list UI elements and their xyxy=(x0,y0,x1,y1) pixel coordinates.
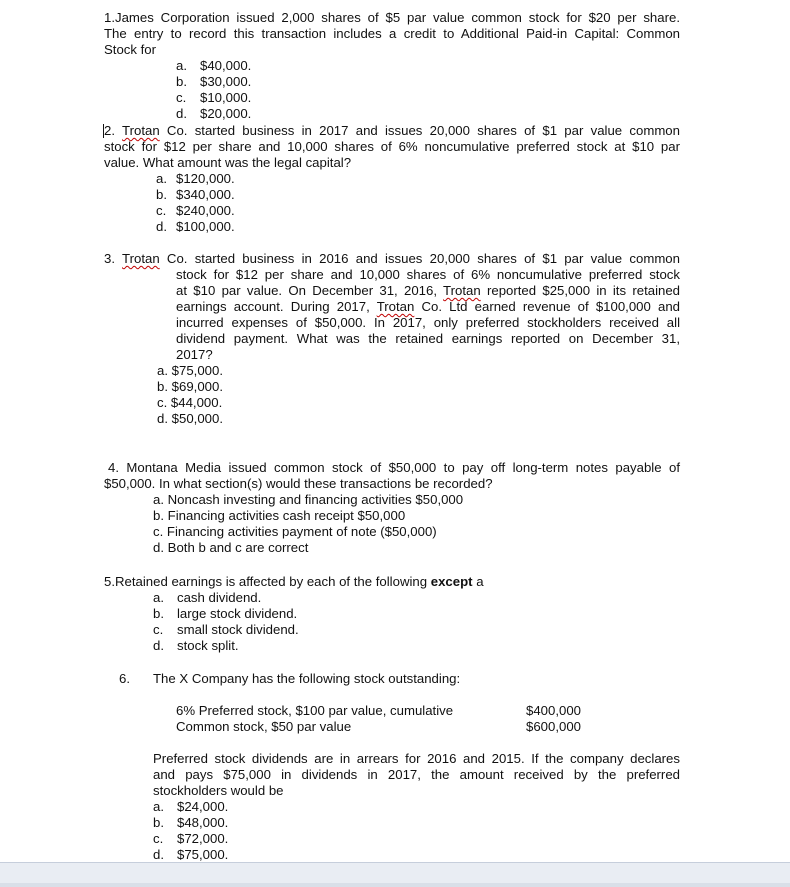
q5-stem: 5.Retained earnings is affected by each of the following except a xyxy=(104,574,484,589)
q1-option-a: a. $40,000. xyxy=(176,58,252,73)
q6-para-line2: and pays $75,000 in dividends in 2017, the amount received by the preferred xyxy=(153,767,680,782)
q6-option-a: a. $24,000. xyxy=(153,799,229,814)
q3-stem-line1: 3. Trotan Co. started business in 2016 and issues 20,000 shares of $1 par value common xyxy=(104,251,680,266)
q3-stem-line4: earnings account. During 2017, Trotan Co. Ltd earned revenue of $100,000 and xyxy=(176,299,681,314)
q5-option-a: a. cash dividend. xyxy=(153,590,262,605)
q1-stem-line1: 1.James Corporation issued 2,000 shares of $5 par value common stock for $20 per share. xyxy=(104,10,680,25)
q4-option-b: b. Financing activities cash receipt $50,000 xyxy=(153,508,406,523)
q6-row-preferred-label: 6% Preferred stock, $100 par value, cumulative xyxy=(176,703,454,718)
q6-row-common-label: Common stock, $50 par value xyxy=(176,719,352,734)
q4-option-d: d. Both b and c are correct xyxy=(153,540,309,555)
q6-option-d: d. $75,000. xyxy=(153,847,229,862)
q5-option-d: d. stock split. xyxy=(153,638,239,653)
q5-option-b: b. large stock dividend. xyxy=(153,606,298,621)
q3-stem-line7: 2017? xyxy=(176,347,213,362)
q1-stem-line3: Stock for xyxy=(104,42,157,57)
q2-option-c: c. $240,000. xyxy=(156,203,235,218)
q4-stem-line2: $50,000. In what section(s) would these transactions be recorded? xyxy=(104,476,493,491)
q5-emphasis: except xyxy=(430,574,473,589)
q5-option-c: c. small stock dividend. xyxy=(153,622,299,637)
q1-option-c: c. $10,000. xyxy=(176,90,252,105)
q6-option-b: b. $48,000. xyxy=(153,815,229,830)
q3-option-d: d. $50,000. xyxy=(157,411,223,426)
q6-number: 6. xyxy=(119,671,130,686)
q3-stem-line5: incurred expenses of $50,000. In 2017, only preferred stockholders received all xyxy=(176,315,680,330)
q6-para-line1: Preferred stock dividends are in arrears for 2016 and 2015. If the company declares xyxy=(153,751,680,766)
q3-stem-line2: stock for $12 per share and 10,000 shares of 6% noncumulative preferred stock xyxy=(176,267,680,282)
q3-option-c: c. $44,000. xyxy=(157,395,223,410)
q2-stem-line2: stock for $12 per share and 10,000 shares of 6% noncumulative preferred stock at $10 par xyxy=(104,139,680,154)
q3-option-b: b. $69,000. xyxy=(157,379,223,394)
q2-option-b: b. $340,000. xyxy=(156,187,235,202)
q2-option-d: d. $100,000. xyxy=(156,219,235,234)
q3-stem-line3: at $10 par value. On December 31, 2016, Trotan reported $25,000 in its retained xyxy=(176,283,680,298)
q1-stem-line2: The entry to record this transaction includes a credit to Additional Paid-in Capital: Common xyxy=(104,26,680,41)
q6-stem: The X Company has the following stock outstanding: xyxy=(153,671,461,686)
q6-para-line3: stockholders would be xyxy=(153,783,284,798)
q4-option-c: c. Financing activities payment of note ($50,000) xyxy=(153,524,437,539)
q2-stem-line3: value. What amount was the legal capital? xyxy=(104,155,352,170)
q2-option-a: a. $120,000. xyxy=(156,171,235,186)
q6-row-common-value: $600,000 xyxy=(526,719,582,734)
bottom-bar-strip xyxy=(0,883,790,887)
q1-option-b: b. $30,000. xyxy=(176,74,252,89)
q4-option-a: a. Noncash investing and financing activities $50,000 xyxy=(153,492,464,507)
q2-stem-line1: 2. Trotan Co. started business in 2017 and issues 20,000 shares of $1 par value common xyxy=(104,123,680,138)
q3-stem-line6: dividend payment. What was the retained earnings reported on December 31, xyxy=(176,331,680,346)
q3-option-a: a. $75,000. xyxy=(157,363,223,378)
q6-option-c: c. $72,000. xyxy=(153,831,229,846)
q6-row-preferred-value: $400,000 xyxy=(526,703,582,718)
q1-option-d: d. $20,000. xyxy=(176,106,252,121)
q4-stem-line1: 4. Montana Media issued common stock of $50,000 to pay off long-term notes payable of xyxy=(108,460,680,475)
window-bottom-bar xyxy=(0,862,790,887)
